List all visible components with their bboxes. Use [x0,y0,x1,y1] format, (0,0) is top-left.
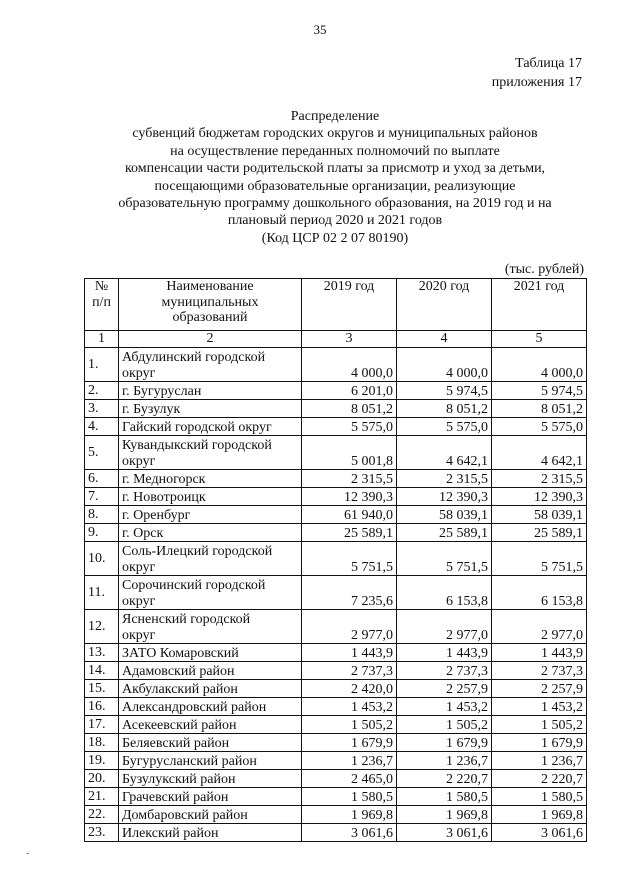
table-row [85,436,587,470]
row-name: г. Новотроицк [119,488,302,506]
value-2021: 6 153,8 [492,576,587,610]
value-2020: 1 453,2 [397,698,492,716]
table-row [85,788,587,806]
value-2019: 7 235,6 [302,576,397,610]
row-name: ЗАТО Комаровский [119,644,302,662]
row-number: 23. [85,824,119,842]
title-line: субвенций бюджетам городских округов и муниципальных районов [132,126,538,142]
row-name: Кувандыкский городской округ [119,436,302,470]
value-2019: 25 589,1 [302,524,397,542]
value-2020: 2 315,5 [397,470,492,488]
table-row [85,610,587,644]
table-row [85,348,587,382]
table-row [85,806,587,824]
value-2020: 1 679,9 [397,734,492,752]
value-2020: 8 051,2 [397,400,492,418]
row-name: г. Бугуруслан [119,382,302,400]
unit-label: (тыс. рублей) [504,262,584,277]
row-name: Акбулакский район [119,680,302,698]
value-2021: 1 443,9 [492,644,587,662]
value-2020: 2 220,7 [397,770,492,788]
row-number: 3. [85,400,119,418]
row-number: 22. [85,806,119,824]
row-number: 13. [85,644,119,662]
table-row [85,770,587,788]
value-2021: 1 453,2 [492,698,587,716]
value-2021: 3 061,6 [492,824,587,842]
subvention-table [84,278,587,842]
value-2020: 1 236,7 [397,752,492,770]
value-2019: 2 465,0 [302,770,397,788]
value-2021: 5 751,5 [492,542,587,576]
row-name: Адамовский район [119,662,302,680]
value-2021: 2 977,0 [492,610,587,644]
value-2021: 2 220,7 [492,770,587,788]
value-2020: 4 000,0 [397,348,492,382]
value-2021: 1 969,8 [492,806,587,824]
value-2019: 1 679,9 [302,734,397,752]
value-2019: 1 443,9 [302,644,397,662]
header-2019: 2019 год [302,279,397,331]
budget-code: (Код ЦСР 02 2 07 80190) [261,230,409,246]
row-name: Бугурусланский район [119,752,302,770]
row-number: 9. [85,524,119,542]
table-row [85,734,587,752]
value-2019: 1 453,2 [302,698,397,716]
value-2020: 25 589,1 [397,524,492,542]
value-2020: 5 974,5 [397,382,492,400]
row-name: г. Орск [119,524,302,542]
row-name: Домбаровский район [119,806,302,824]
value-2019: 6 201,0 [302,382,397,400]
title-line: Распределение [290,109,380,124]
value-2020: 2 737,3 [397,662,492,680]
table-row [85,382,587,400]
value-2020: 2 977,0 [397,610,492,644]
column-index: 3 [302,331,397,348]
header-2020: 2020 год [397,279,492,331]
value-2020: 2 257,9 [397,680,492,698]
title-line: на осуществление переданных полномочий по выплате [170,143,500,159]
value-2019: 5 575,0 [302,418,397,436]
value-2019: 1 236,7 [302,752,397,770]
table-row [85,576,587,610]
row-name: Асекеевский район [119,716,302,734]
table-row [85,418,587,436]
value-2019: 5 751,5 [302,542,397,576]
row-name: Гайский городской округ [119,418,302,436]
row-number: 21. [85,788,119,806]
column-index-row [85,331,587,348]
value-2021: 1 580,5 [492,788,587,806]
table-row [85,542,587,576]
value-2021: 58 039,1 [492,506,587,524]
table-body [85,348,587,842]
document-title [70,108,600,247]
table-row [85,680,587,698]
value-2021: 4 642,1 [492,436,587,470]
column-index: 4 [397,331,492,348]
annex-label [492,54,582,92]
value-2021: 2 315,5 [492,470,587,488]
value-2019: 2 420,0 [302,680,397,698]
title-line: посещающими образовательные организации, реализующие [154,178,516,194]
row-number: 4. [85,418,119,436]
value-2019: 2 315,5 [302,470,397,488]
title-line: плановый период 2020 и 2021 годов [227,213,443,229]
value-2019: 2 737,3 [302,662,397,680]
table-row [85,506,587,524]
row-number: 7. [85,488,119,506]
value-2021: 1 505,2 [492,716,587,734]
annex-table-number: Таблица 17 [515,56,582,71]
header-2021: 2021 год [492,279,587,331]
value-2021: 1 236,7 [492,752,587,770]
value-2021: 8 051,2 [492,400,587,418]
value-2019: 2 977,0 [302,610,397,644]
page-number: 35 [313,22,327,37]
row-name: Соль-Илецкий городской округ [119,542,302,576]
value-2021: 12 390,3 [492,488,587,506]
value-2019: 61 940,0 [302,506,397,524]
row-number: 5. [85,436,119,470]
value-2019: 8 051,2 [302,400,397,418]
row-number: 8. [85,506,119,524]
row-name: Илекский район [119,824,302,842]
value-2019: 12 390,3 [302,488,397,506]
row-number: 6. [85,470,119,488]
value-2020: 5 575,0 [397,418,492,436]
table-row [85,644,587,662]
row-number: 18. [85,734,119,752]
table-row [85,400,587,418]
title-line: компенсации части родительской платы за присмотр и уход за детьми, [124,161,546,177]
header-name: Наименование муниципальных образований [119,279,302,331]
table-header-row [85,279,587,331]
row-number: 12. [85,610,119,644]
table-row [85,662,587,680]
value-2021: 5 974,5 [492,382,587,400]
value-2021: 2 737,3 [492,662,587,680]
value-2019: 4 000,0 [302,348,397,382]
value-2020: 3 061,6 [397,824,492,842]
row-number: 16. [85,698,119,716]
value-2021: 4 000,0 [492,348,587,382]
row-name: г. Бузулук [119,400,302,418]
value-2019: 1 580,5 [302,788,397,806]
row-name: Александровский район [119,698,302,716]
column-index: 2 [119,331,302,348]
table-row [85,470,587,488]
value-2021: 2 257,9 [492,680,587,698]
value-2019: 1 969,8 [302,806,397,824]
row-name: г. Оренбург [119,506,302,524]
row-number: 17. [85,716,119,734]
value-2019: 3 061,6 [302,824,397,842]
table-row [85,716,587,734]
value-2021: 25 589,1 [492,524,587,542]
row-number: 19. [85,752,119,770]
row-number: 10. [85,542,119,576]
title-line: образовательную программу дошкольного образования, на 2019 год и на [118,196,552,212]
row-number: 11. [85,576,119,610]
row-number: 14. [85,662,119,680]
table-row [85,488,587,506]
table-row [85,524,587,542]
row-name: Абдулинский городской округ [119,348,302,382]
column-index: 5 [492,331,587,348]
value-2020: 58 039,1 [397,506,492,524]
value-2021: 5 575,0 [492,418,587,436]
row-name: г. Медногорск [119,470,302,488]
value-2020: 1 580,5 [397,788,492,806]
row-number: 1. [85,348,119,382]
row-name: Беляевский район [119,734,302,752]
value-2020: 6 153,8 [397,576,492,610]
scan-mark: - [26,848,30,859]
annex-appendix-number: приложения 17 [491,75,582,90]
row-name: Ясненский городской округ [119,610,302,644]
value-2020: 12 390,3 [397,488,492,506]
value-2020: 1 505,2 [397,716,492,734]
value-2019: 1 505,2 [302,716,397,734]
table-row [85,752,587,770]
value-2021: 1 679,9 [492,734,587,752]
table-row [85,698,587,716]
header-number: № п/п [85,279,119,331]
row-number: 2. [85,382,119,400]
value-2020: 4 642,1 [397,436,492,470]
row-name: Сорочинский городской округ [119,576,302,610]
row-number: 20. [85,770,119,788]
column-index: 1 [85,331,119,348]
value-2019: 5 001,8 [302,436,397,470]
row-name: Грачевский район [119,788,302,806]
value-2020: 1 443,9 [397,644,492,662]
row-number: 15. [85,680,119,698]
value-2020: 1 969,8 [397,806,492,824]
table-row [85,824,587,842]
value-2020: 5 751,5 [397,542,492,576]
row-name: Бузулукский район [119,770,302,788]
